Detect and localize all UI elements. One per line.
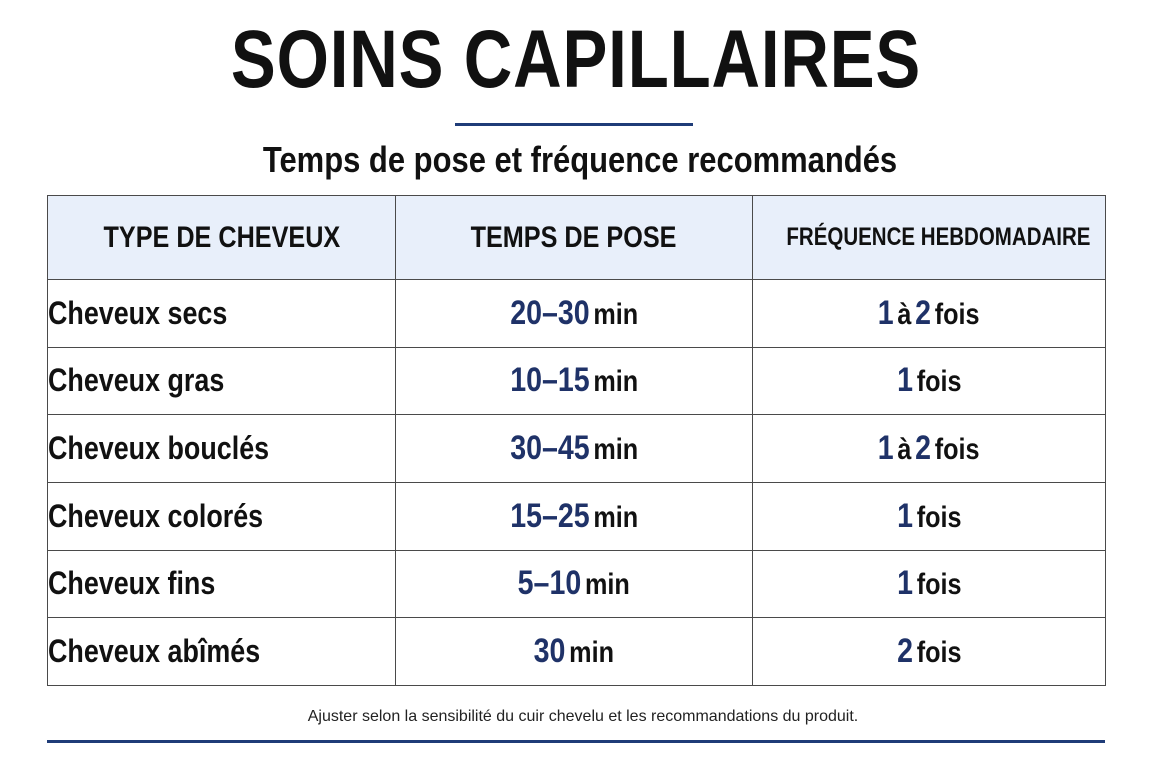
time-range: 30–45 xyxy=(510,429,590,468)
hair-type-cell xyxy=(48,415,396,483)
frequency-cell xyxy=(753,280,1106,348)
pose-time-cell xyxy=(396,482,753,550)
frequency-cell xyxy=(753,618,1106,686)
pose-time-cell xyxy=(396,347,753,415)
footer-rule xyxy=(47,740,1105,743)
page-title: SOINS CAPILLAIRES xyxy=(230,14,922,105)
hair-type-label: Cheveux gras xyxy=(48,362,225,399)
column-header-label: FRÉQUENCE HEBDOMADAIRE xyxy=(786,223,1091,251)
frequency-cell xyxy=(753,482,1106,550)
time-range: 20–30 xyxy=(510,293,590,332)
frequency-number: 1 xyxy=(878,293,894,332)
hair-type-label: Cheveux fins xyxy=(48,565,216,602)
hair-type-label: Cheveux bouclés xyxy=(48,430,270,467)
table-row xyxy=(48,482,1106,550)
table-row xyxy=(48,347,1106,415)
hair-type-label: Cheveux colorés xyxy=(48,497,264,534)
column-header-label: TYPE DE CHEVEUX xyxy=(103,220,340,254)
column-header-type xyxy=(48,196,396,280)
time-unit: min xyxy=(569,636,615,670)
frequency-number: 1 xyxy=(896,496,913,535)
pose-time-cell xyxy=(396,550,753,618)
time-unit: min xyxy=(593,500,638,534)
frequency-word: fois xyxy=(916,636,962,670)
frequency-cell xyxy=(753,415,1106,483)
frequency-value xyxy=(878,429,980,468)
frequency-value xyxy=(897,564,961,603)
frequency-word: fois xyxy=(916,568,962,602)
column-header-label: TEMPS DE POSE xyxy=(471,220,677,254)
time-unit: min xyxy=(593,297,638,331)
time-unit: min xyxy=(593,433,638,467)
frequency-number: 1 xyxy=(878,429,894,468)
frequency-word: à xyxy=(897,297,912,331)
pose-time-cell xyxy=(396,618,753,686)
hair-type-cell xyxy=(48,347,396,415)
time-unit: min xyxy=(585,568,631,602)
column-header-time xyxy=(396,196,753,280)
hair-type-label: Cheveux secs xyxy=(48,294,228,331)
hair-type-cell xyxy=(48,550,396,618)
frequency-number: 2 xyxy=(896,632,913,671)
hair-type-cell xyxy=(48,280,396,348)
pose-time-cell xyxy=(396,415,753,483)
column-header-frequency xyxy=(753,196,1106,280)
time-range: 5–10 xyxy=(517,564,582,603)
pose-time-value xyxy=(534,632,614,671)
time-range: 15–25 xyxy=(510,496,590,535)
frequency-value xyxy=(878,294,980,333)
hair-type-cell xyxy=(48,482,396,550)
pose-time-value xyxy=(510,497,638,536)
page-subtitle: Temps de pose et fréquence recommandés xyxy=(262,139,898,180)
frequency-cell xyxy=(753,550,1106,618)
pose-time-value xyxy=(510,294,638,333)
frequency-value xyxy=(897,497,961,536)
pose-time-cell xyxy=(396,280,753,348)
table-row xyxy=(48,415,1106,483)
frequency-number: 2 xyxy=(915,293,932,332)
frequency-word: fois xyxy=(935,433,980,467)
frequency-word: fois xyxy=(916,500,962,534)
footer-note: Ajuster selon la sensibilité du cuir chevelu et les recommandations du produit. xyxy=(307,708,859,725)
table-header-row xyxy=(48,196,1106,280)
frequency-number: 1 xyxy=(896,564,913,603)
frequency-word: fois xyxy=(916,365,962,399)
frequency-word: fois xyxy=(935,297,980,331)
frequency-number: 1 xyxy=(896,361,913,400)
table-row xyxy=(48,280,1106,348)
time-range: 10–15 xyxy=(510,361,590,400)
frequency-number: 2 xyxy=(915,429,932,468)
frequency-value xyxy=(897,361,961,400)
frequency-word: à xyxy=(897,433,912,467)
pose-time-value xyxy=(510,361,638,400)
hair-type-label: Cheveux abîmés xyxy=(48,633,261,670)
table-body xyxy=(48,280,1106,686)
time-range: 30 xyxy=(533,632,566,671)
hair-type-cell xyxy=(48,618,396,686)
title-underline xyxy=(455,123,693,126)
hair-care-table xyxy=(47,195,1106,686)
pose-time-value xyxy=(518,564,630,603)
table-row xyxy=(48,618,1106,686)
pose-time-value xyxy=(510,429,638,468)
table-row xyxy=(48,550,1106,618)
frequency-value xyxy=(897,632,961,671)
time-unit: min xyxy=(593,365,638,399)
frequency-cell xyxy=(753,347,1106,415)
